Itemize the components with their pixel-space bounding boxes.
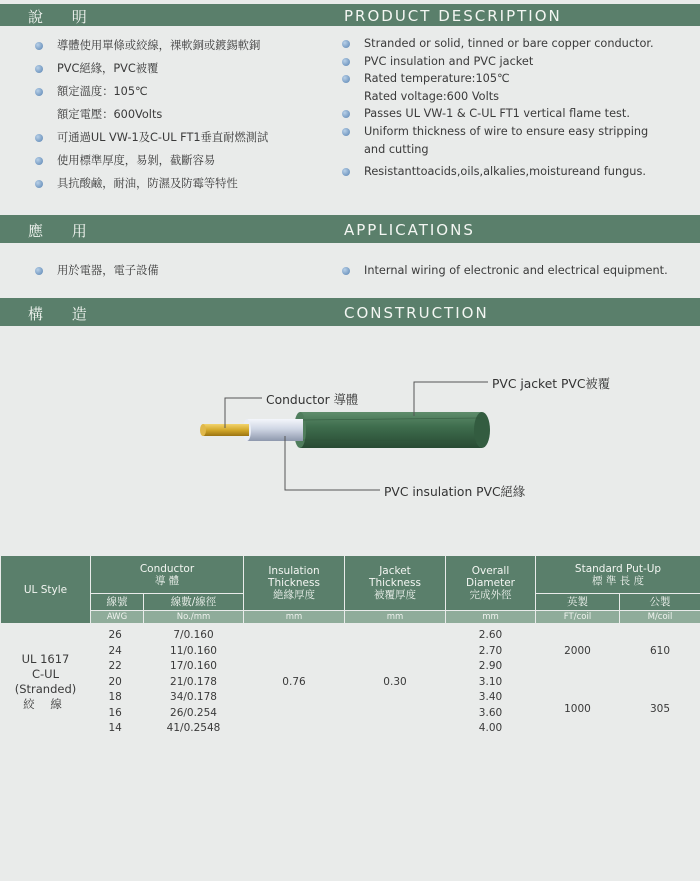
bullet-icon xyxy=(342,128,350,136)
list-item: Stranded or solid, tinned or bare copper conductor. xyxy=(342,35,654,53)
list-item: and cutting xyxy=(364,142,429,156)
bullet-icon xyxy=(342,75,350,83)
bullet-icon xyxy=(35,180,43,188)
list-item: Uniform thickness of wire to ensure easy stripping xyxy=(342,123,654,141)
section-header-construction xyxy=(0,298,700,326)
section-title-en: APPLICATIONS xyxy=(344,221,475,239)
bullet-icon xyxy=(342,110,350,118)
bullet-icon xyxy=(342,168,350,176)
list-item: 用於電器，電子設備 xyxy=(35,262,159,280)
table-row xyxy=(1,624,700,740)
cell-strands: 7/0.160 11/0.160 17/0.160 21/0.178 34/0.178 26/0.254 41/0.2548 xyxy=(166,629,221,734)
header-ft: 英製 xyxy=(536,594,620,611)
cell-m-coil: 610 305 xyxy=(649,645,671,715)
header-conductor: Conductor 導 體 xyxy=(91,556,244,594)
cell-jacket: 0.30 xyxy=(383,675,407,688)
bullet-icon xyxy=(342,267,350,275)
section-header-applications xyxy=(0,215,700,243)
bullet-icon xyxy=(35,134,43,142)
cell-awg: 26 24 22 20 18 16 14 xyxy=(108,629,122,734)
bullet-icon xyxy=(342,58,350,66)
label-insulation: PVC insulation PVC絕緣 xyxy=(384,485,526,499)
unit-od-mm: mm xyxy=(446,611,536,624)
cell-insulation: 0.76 xyxy=(282,675,306,688)
bullet-icon xyxy=(35,88,43,96)
list-item: Passes UL VW-1 & C-UL FT1 vertical flame test. xyxy=(342,105,654,123)
cell-overall-diameter: 2.60 2.70 2.90 3.10 3.40 3.60 4.00 xyxy=(478,629,503,734)
cable-illustration xyxy=(0,332,700,547)
applications-list-en xyxy=(342,262,668,280)
list-item: 額定電壓：600Volts xyxy=(57,108,163,121)
spec-table xyxy=(0,555,700,740)
list-item: Resistanttoacids,oils,alkalies,moistureand fungus. xyxy=(342,163,654,181)
list-item: Internal wiring of electronic and electrical equipment. xyxy=(342,262,668,280)
header-overall-diameter: Overall Diameter 完成外徑 xyxy=(446,556,536,611)
list-item: 導體使用單條或絞線，裸軟銅或鍍錫軟銅 xyxy=(35,34,268,57)
cable-diagram xyxy=(0,332,700,547)
header-ul-style: UL Style xyxy=(1,556,91,624)
section-header-description xyxy=(0,4,700,26)
section-title-en: PRODUCT DESCRIPTION xyxy=(344,7,562,25)
header-m: 公製 xyxy=(620,594,700,611)
header-standard-put-up: Standard Put-Up 標 準 長 度 xyxy=(536,556,700,594)
description-list-en xyxy=(342,35,654,181)
unit-ft-coil: FT/coil xyxy=(536,611,620,624)
header-insulation-thickness: Insulation Thickness 絶緣厚度 xyxy=(244,556,345,611)
section-title-zh: 構 造 xyxy=(28,305,99,323)
bullet-icon xyxy=(35,65,43,73)
insulation-layer xyxy=(243,419,303,441)
header-gauge: 線號 xyxy=(91,594,144,611)
unit-ins-mm: mm xyxy=(244,611,345,624)
list-item: PVC insulation and PVC jacket xyxy=(342,53,654,71)
jacket-layer xyxy=(294,412,490,448)
header-strands: 線數/線徑 xyxy=(144,594,244,611)
applications-list-zh xyxy=(35,262,159,280)
unit-jacket-mm: mm xyxy=(345,611,446,624)
bullet-icon xyxy=(35,157,43,165)
cell-ft-coil: 2000 1000 xyxy=(564,645,591,715)
label-conductor: Conductor 導體 xyxy=(266,393,359,407)
cell-ul-style: UL 1617 C-UL (Stranded) 絞 線 xyxy=(14,651,77,711)
unit-awg: AWG xyxy=(91,611,144,624)
bullet-icon xyxy=(35,267,43,275)
unit-no-mm: No./mm xyxy=(144,611,244,624)
label-jacket: PVC jacket PVC被覆 xyxy=(492,377,611,391)
section-title-zh: 說 明 xyxy=(28,8,99,26)
list-item: Rated temperature:105℃ xyxy=(342,70,654,88)
list-item: 額定溫度：105℃ xyxy=(35,80,268,103)
section-title-en: CONSTRUCTION xyxy=(344,304,489,322)
unit-m-coil: M/coil xyxy=(620,611,700,624)
list-item: Rated voltage:600 Volts xyxy=(364,89,500,103)
header-jacket-thickness: Jacket Thickness 被覆厚度 xyxy=(345,556,446,611)
bullet-icon xyxy=(342,40,350,48)
bullet-icon xyxy=(35,42,43,50)
list-item: 使用標準厚度，易剝，截斷容易 xyxy=(35,149,268,172)
description-list-zh xyxy=(35,34,268,195)
list-item: 具抗酸鹼，耐油，防濕及防霉等特性 xyxy=(35,172,268,195)
list-item: PVC絕緣，PVC被覆 xyxy=(35,57,268,80)
list-item: 可通過UL VW-1及C-UL FT1垂直耐燃測試 xyxy=(35,126,268,149)
section-title-zh: 應 用 xyxy=(28,222,99,240)
